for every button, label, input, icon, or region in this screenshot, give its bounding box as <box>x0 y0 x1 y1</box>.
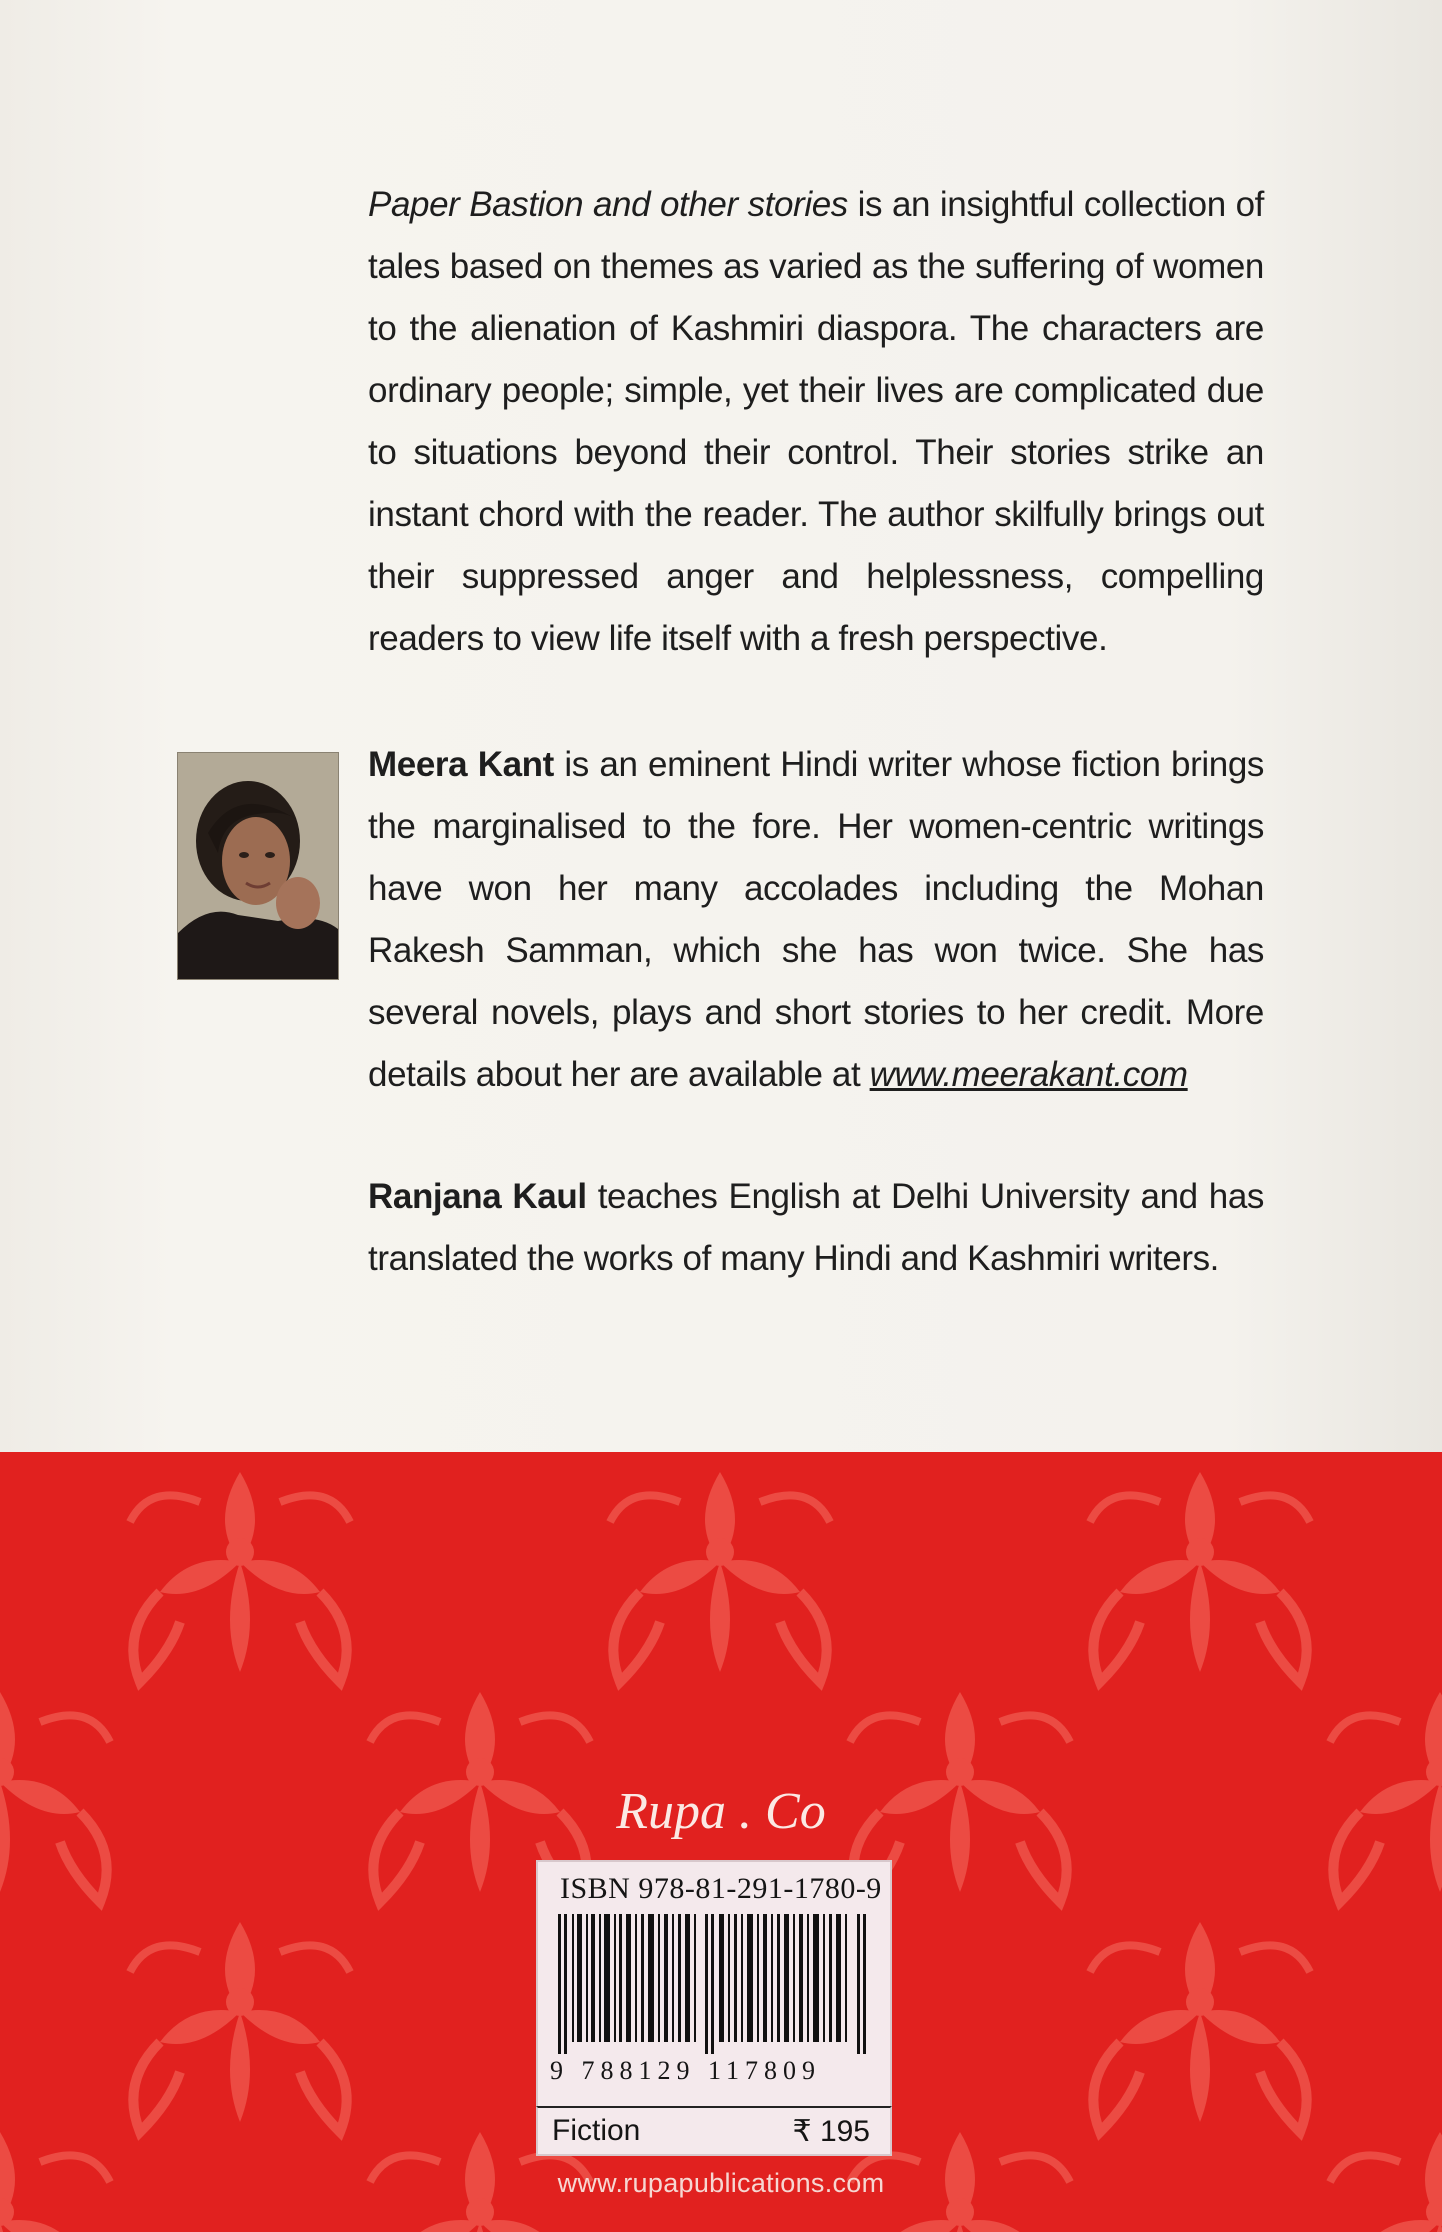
author-name: Meera Kant <box>368 745 554 784</box>
author-website-link[interactable]: www.meerakant.com <box>869 1055 1188 1094</box>
book-title: Paper Bastion and other stories <box>368 185 848 224</box>
publisher-website[interactable]: www.rupapublications.com <box>557 2168 885 2198</box>
barcode-digits: 9 788129 117809 <box>550 2056 822 2085</box>
blurb-text: is an insightful collection of tales based on themes as varied as the suffering of women to the alienation of Kashmiri diaspora. The characters are ordinary people; simple, yet their lives are complicated due to situations beyond their control. Their stories strike an instant chord with the reader. The author skilfully brings out their suppressed anger and helplessness, compelling readers to view life itself with a fresh perspective. <box>368 185 1264 658</box>
author-bio <box>368 734 1264 1106</box>
price-row <box>536 2106 892 2156</box>
author-bio-text: is an eminent Hindi writer whose fiction brings the marginalised to the fore. Her women-centric writings have won her many accolades including the Mohan Rakesh Samman, which she has won twice. She has several novels, plays and short stories to her credit. More details about her are available at <box>368 745 1264 1094</box>
publisher-logo-text: Rupa . Co <box>616 1783 826 1840</box>
translator-bio <box>368 1166 1264 1290</box>
translator-bio-text: teaches English at Delhi University and has translated the works of many Hindi and Kashmiri writers. <box>368 1177 1264 1278</box>
publisher-logo <box>566 1776 876 1846</box>
genre-label: Fiction <box>552 2114 641 2147</box>
translator-name: Ranjana Kaul <box>368 1177 587 1216</box>
price-label: ₹ 195 <box>792 2115 870 2148</box>
book-blurb <box>368 174 1264 670</box>
barcode-label <box>536 1860 892 2112</box>
author-photo <box>177 752 339 980</box>
barcode-icon <box>558 1914 870 2054</box>
isbn-number: ISBN 978-81-291-1780-9 <box>560 1872 882 1905</box>
